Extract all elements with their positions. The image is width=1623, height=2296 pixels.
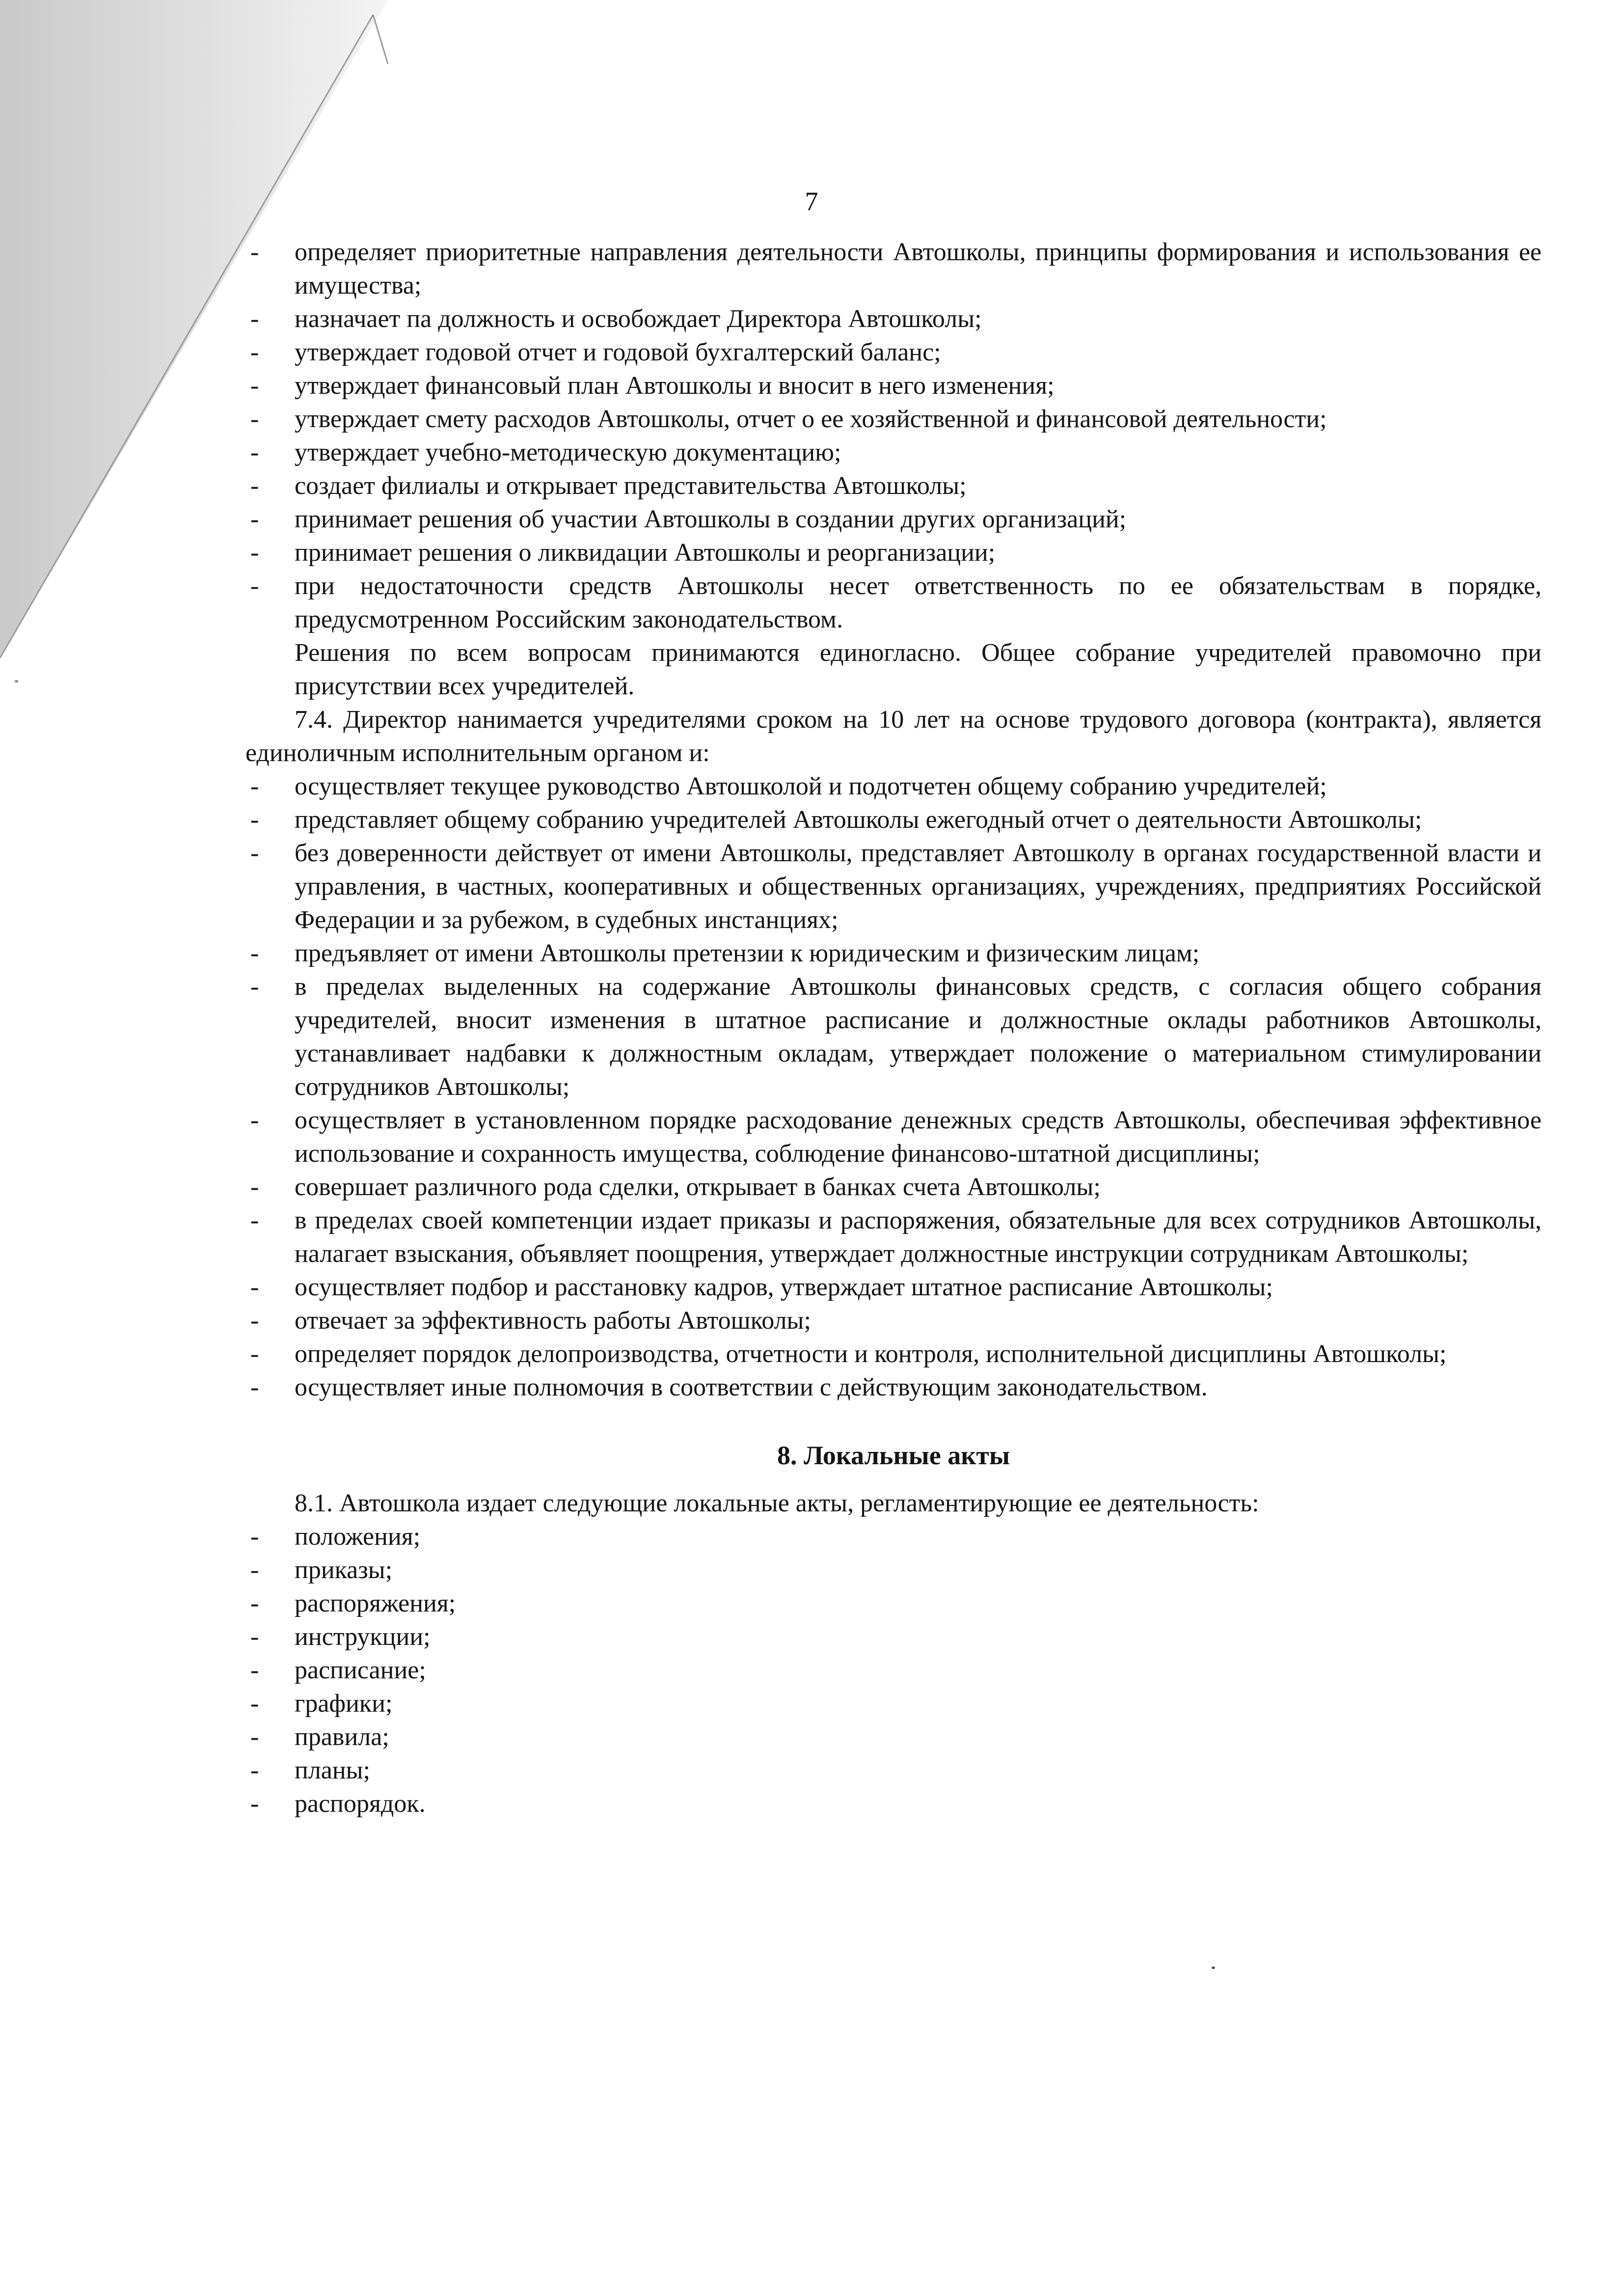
list-item-text: утверждает учебно-методическую документацию;: [295, 438, 841, 466]
bullet-dash: -: [250, 539, 259, 567]
bullet-dash: -: [250, 405, 259, 433]
list-item-text: утверждает финансовый план Автошколы и вносит в него изменения;: [295, 372, 1055, 400]
bullet-dash: -: [250, 1723, 259, 1751]
list-item-local-act-2: [245, 1554, 1542, 1587]
bullet-dash: -: [250, 806, 259, 834]
bullet-dash: -: [250, 305, 259, 333]
bullet-dash: -: [250, 505, 259, 533]
list-item-text: в пределах своей компетенции издает приказы и распоряжения, обязательные для всех сотрудников Автошколы, налагает взыскания, объявляет поощрения, утверждает должностные инструкции сотрудникам Автошколы;: [295, 1206, 1542, 1268]
list-item-local-act-7: [245, 1721, 1542, 1754]
list-item-text: в пределах выделенных на содержание Автошколы финансовых средств, с согласия общего собрания учредителей, вносит изменения в штатное расписание и должностные оклады работников Автошколы, устанавливает надбавки к должностным окладам, утверждает положение о материальном стимулировании сотрудников Автошколы;: [295, 973, 1542, 1101]
bullet-dash: -: [250, 1690, 259, 1718]
list-item-director-1: [245, 770, 1542, 803]
bullet-dash: -: [250, 1523, 259, 1551]
list-item-local-act-4: [245, 1620, 1542, 1654]
bullet-dash: -: [250, 772, 259, 800]
list-item-text: назначает па должность и освобождает Директора Автошколы;: [295, 305, 982, 333]
bullet-dash: -: [250, 1173, 259, 1201]
list-item-local-act-5: [245, 1654, 1542, 1687]
list-item-text: создает филиалы и открывает представительства Автошколы;: [295, 472, 967, 500]
section-8-1-paragraph: 8.1. Автошкола издает следующие локальные акты, регламентирующие ее деятельность:: [295, 1489, 1259, 1517]
list-item-local-act-9: [245, 1787, 1542, 1821]
bullet-dash: -: [250, 238, 259, 266]
list-item-text: отвечает за эффективность работы Автошколы;: [295, 1307, 811, 1335]
bullet-dash: -: [250, 1589, 259, 1617]
list-item-founders-10: [245, 570, 1542, 636]
list-item-local-act-3: [245, 1587, 1542, 1620]
list-item-text: принимает решения об участии Автошколы в создании других организаций;: [295, 505, 1127, 533]
decisions-note: Решения по всем вопросам принимаются единогласно. Общее собрание учредителей правомочно при присутствии всех учредителей.: [295, 639, 1542, 700]
list-item-director-5: [245, 970, 1542, 1104]
page-number: 7: [805, 187, 818, 216]
bullet-dash: -: [250, 939, 259, 967]
bullet-dash: -: [250, 1340, 259, 1368]
list-item-director-9: [245, 1271, 1542, 1304]
list-item-text: принимает решения о ликвидации Автошколы и реорганизации;: [295, 539, 996, 567]
list-item-text: определяет порядок делопроизводства, отчетности и контроля, исполнительной дисциплины Автошколы;: [295, 1340, 1447, 1368]
list-item-text: инструкции;: [295, 1623, 431, 1651]
bullet-dash: -: [250, 1373, 259, 1401]
list-item-text: утверждает смету расходов Автошколы, отчет о ее хозяйственной и финансовой деятельности;: [295, 405, 1327, 433]
bullet-dash: -: [250, 338, 259, 366]
list-item-text: осуществляет в установленном порядке расходование денежных средств Автошколы, обеспечивая эффективное использование и сохранность имущества, соблюдение финансово-штатной дисциплины;: [295, 1106, 1542, 1168]
list-item-text: осуществляет подбор и расстановку кадров, утверждает штатное расписание Автошколы;: [295, 1273, 1273, 1301]
section-8-heading: 8. Локальные акты: [777, 1441, 1010, 1470]
list-item-text: определяет приоритетные направления деятельности Автошколы, принципы формирования и использования ее имущества;: [295, 238, 1542, 300]
list-item-text: осуществляет иные полномочия в соответствии с действующим законодательством.: [295, 1373, 1208, 1401]
bullet-dash: -: [250, 1623, 259, 1651]
bullet-dash: -: [250, 572, 259, 600]
bullet-dash: -: [250, 472, 259, 500]
list-item-founders-3: [245, 336, 1542, 369]
list-item-text: планы;: [295, 1756, 371, 1784]
list-item-text: правила;: [295, 1723, 389, 1751]
list-item-director-10: [245, 1304, 1542, 1338]
bullet-dash: -: [250, 372, 259, 400]
list-item-founders-2: [245, 302, 1542, 336]
bullet-dash: -: [250, 839, 259, 867]
list-item-text: осуществляет текущее руководство Автошколой и подотчетен общему собранию учредителей;: [295, 772, 1327, 800]
list-item-founders-5: [245, 403, 1542, 436]
list-item-director-3: [245, 837, 1542, 937]
list-item-text: представляет общему собранию учредителей Автошколы ежегодный отчет о деятельности Автошколы;: [295, 806, 1422, 834]
list-item-text: графики;: [295, 1690, 393, 1718]
list-item-text: распоряжения;: [295, 1589, 456, 1617]
bullet-dash: -: [250, 1790, 259, 1818]
bullet-dash: -: [250, 1756, 259, 1784]
list-item-founders-6: [245, 436, 1542, 469]
bullet-dash: -: [250, 1656, 259, 1684]
scan-speck: [15, 680, 18, 683]
list-item-text: предъявляет от имени Автошколы претензии к юридическим и физическим лицам;: [295, 939, 1200, 967]
scan-speck: [1212, 1967, 1215, 1969]
list-item-director-11: [245, 1338, 1542, 1371]
list-item-local-act-1: [245, 1520, 1542, 1554]
list-item-founders-1: [245, 236, 1542, 302]
bullet-dash: -: [250, 1106, 259, 1134]
list-item-text: утверждает годовой отчет и годовой бухгалтерский баланс;: [295, 338, 941, 366]
bullet-dash: -: [250, 1556, 259, 1584]
list-item-text: без доверенности действует от имени Автошколы, представляет Автошколу в органах государственной власти и управления, в частных, кооперативных и общественных организациях, учреждениях, предприятиях Российской Федерации и за рубежом, в судебных инстанциях;: [295, 839, 1542, 934]
list-item-text: положения;: [295, 1523, 421, 1551]
list-item-text: при недостаточности средств Автошколы несет ответственность по ее обязательствам в порядке, предусмотренном Российским законодательством.: [295, 572, 1542, 633]
list-item-director-12: [245, 1371, 1542, 1404]
bullet-dash: -: [250, 438, 259, 466]
bullet-dash: -: [250, 1307, 259, 1335]
section-7-4-paragraph: 7.4. Директор нанимается учредителями сроком на 10 лет на основе трудового договора (контракта), является единоличным исполнительным органом и:: [245, 706, 1542, 767]
list-item-founders-8: [245, 503, 1542, 536]
list-item-director-7: [245, 1171, 1542, 1204]
bullet-dash: -: [250, 1273, 259, 1301]
list-item-local-act-8: [245, 1754, 1542, 1787]
document-body: [245, 236, 1542, 1821]
bullet-dash: -: [250, 973, 259, 1001]
bullet-dash: -: [250, 1206, 259, 1234]
list-item-director-6: [245, 1104, 1542, 1171]
list-item-founders-9: [245, 536, 1542, 570]
list-item-director-2: [245, 803, 1542, 837]
list-item-text: распорядок.: [295, 1790, 426, 1818]
list-item-text: расписание;: [295, 1656, 426, 1684]
list-item-text: совершает различного рода сделки, открывает в банках счета Автошколы;: [295, 1173, 1101, 1201]
list-item-local-act-6: [245, 1687, 1542, 1721]
list-item-director-8: [245, 1204, 1542, 1271]
list-item-director-4: [245, 937, 1542, 970]
list-item-founders-7: [245, 469, 1542, 503]
list-item-founders-4: [245, 369, 1542, 403]
list-item-text: приказы;: [295, 1556, 393, 1584]
